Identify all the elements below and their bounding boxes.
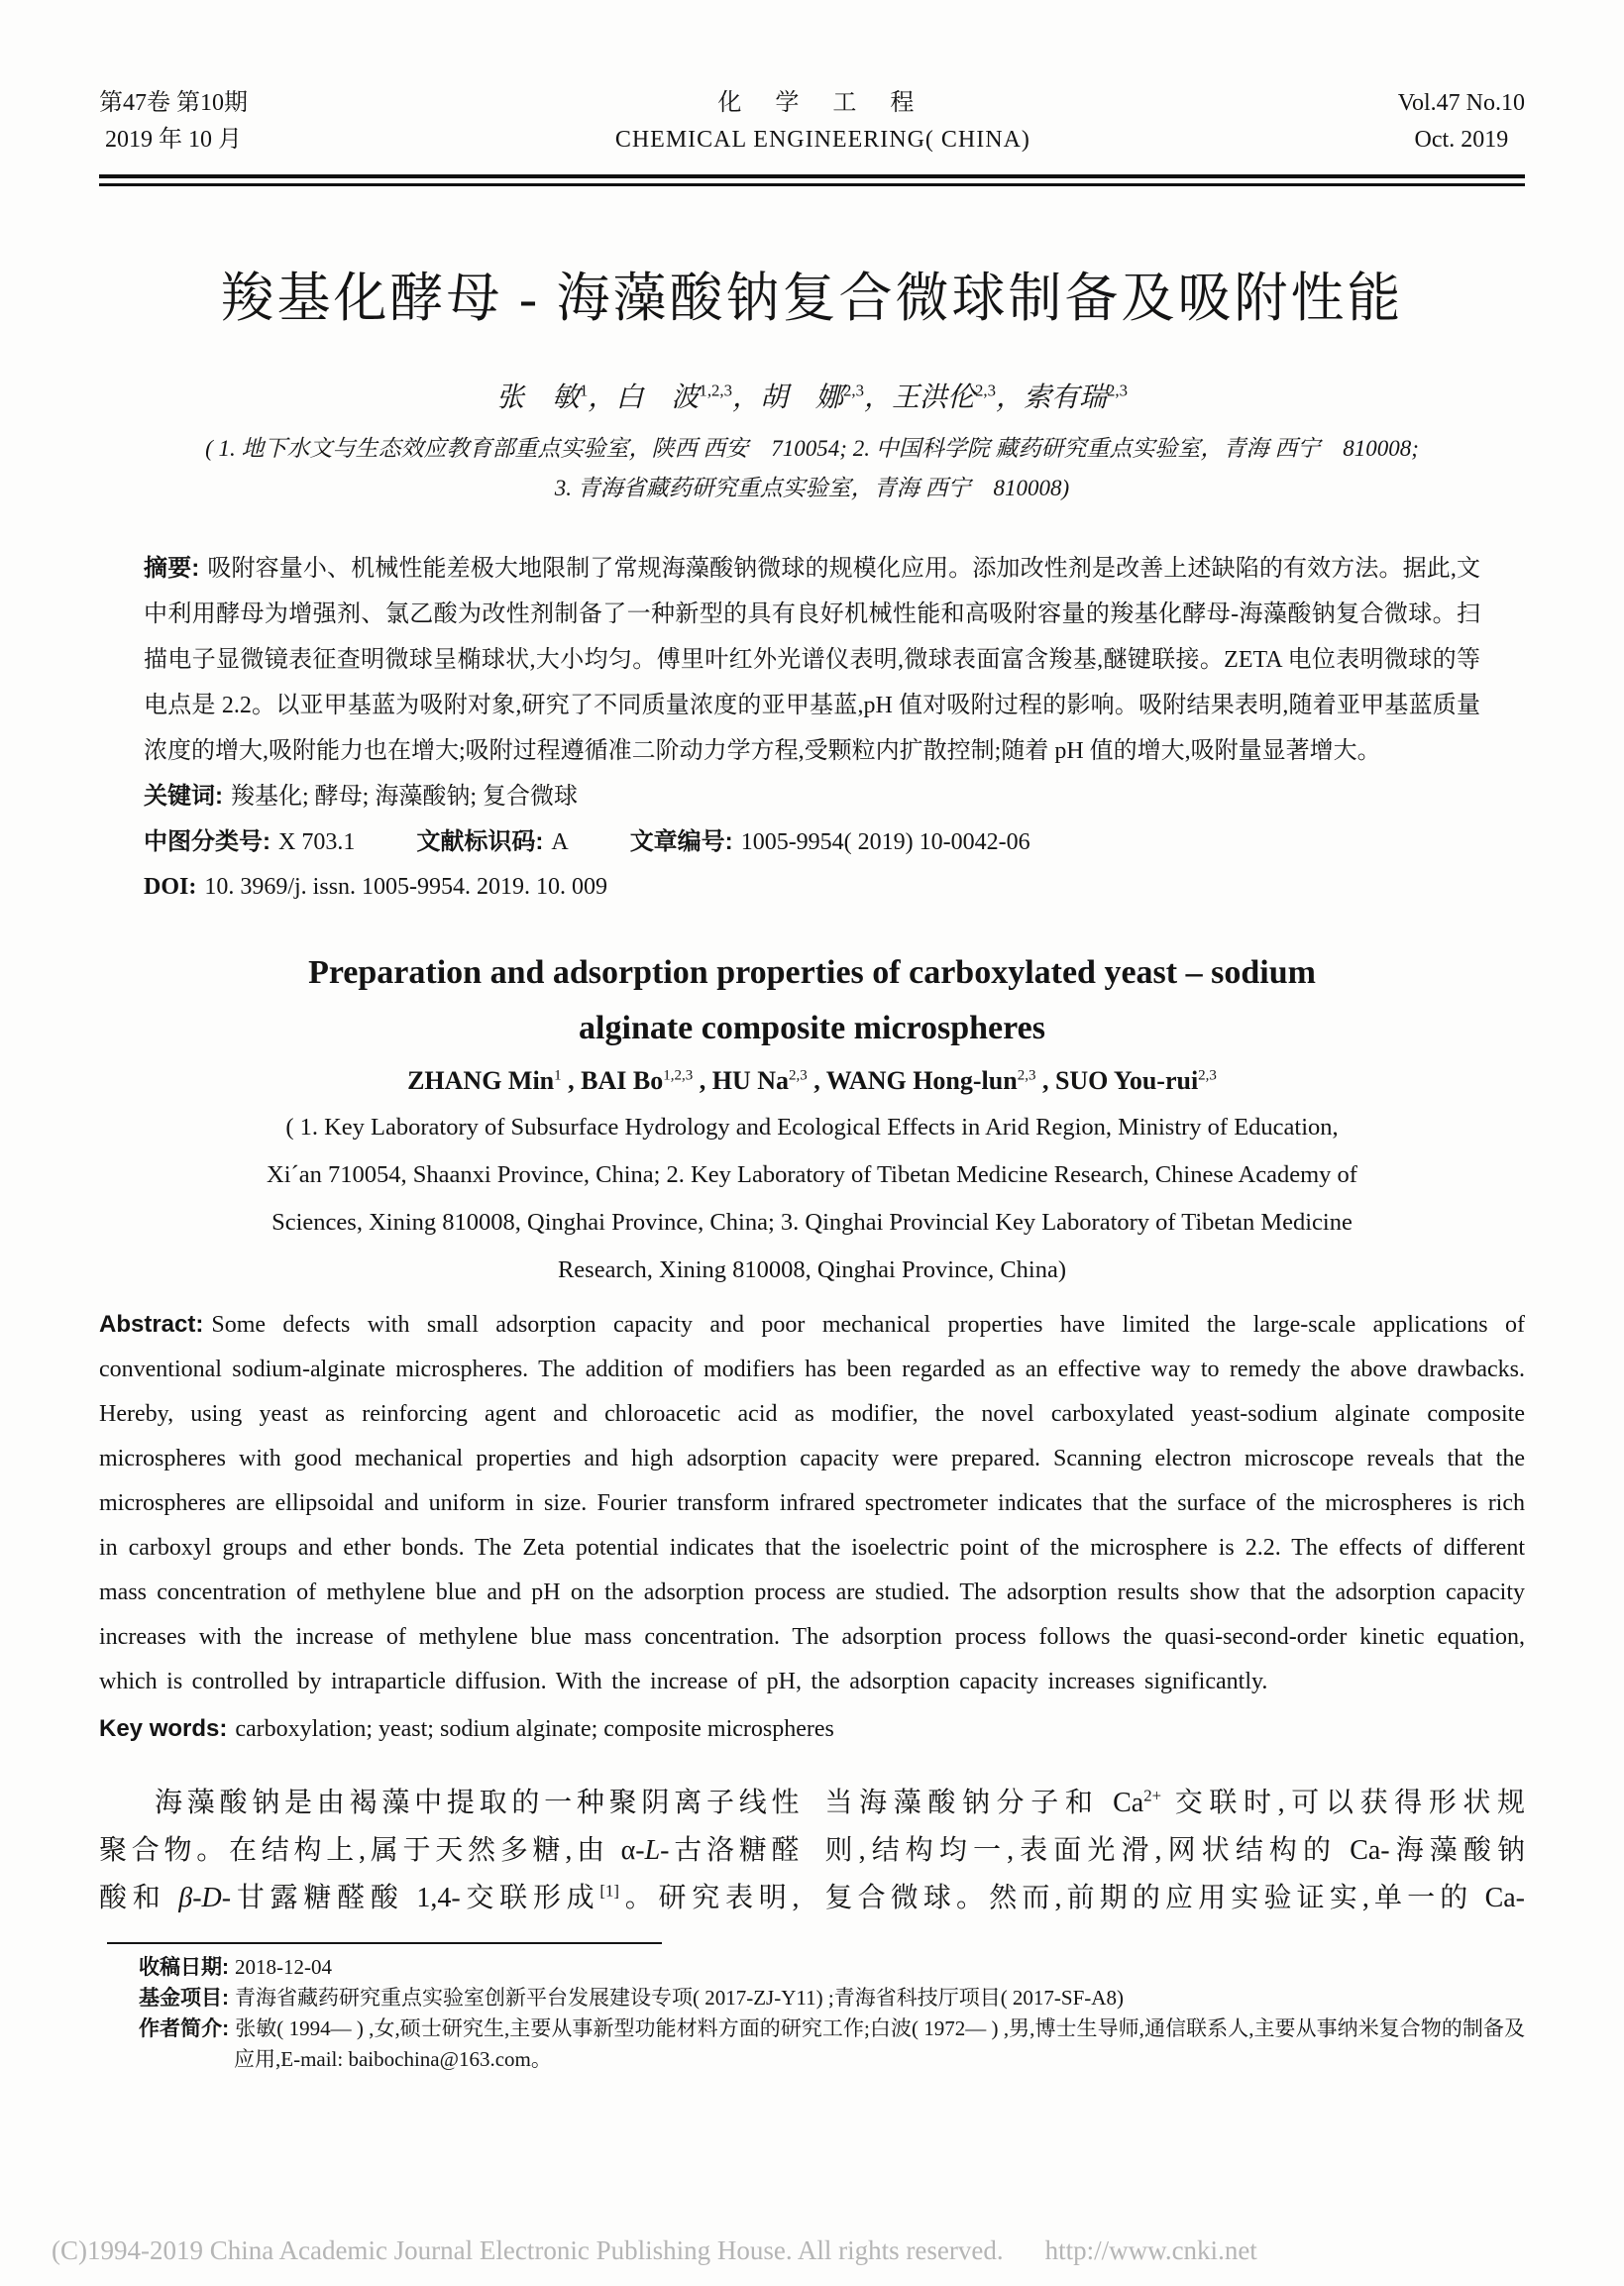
doc-code-label: 文献标识码: [416,828,544,855]
doi-label: DOI: [144,874,197,900]
abstract-en [99,1302,1525,1704]
left-column [99,1780,800,1922]
header-double-rule [99,174,1525,186]
received-text: 2018-12-04 [235,1955,332,1979]
body-line: 酸和 β-D-甘露糖醛酸 1,4-交联形成[1]。研究表明, [99,1881,800,1913]
date-cn: 2019 年 10 月 [105,127,242,153]
abstract-text-en: Some defects with small adsorption capacity and poor mechanical properties have limited the large-scale applications of conventional sodium-alginate microspheres. The addition of modifiers has been regarded as an effective way to remedy the above drawbacks. Hereby, using yeast as reinforcing agent and chloroacetic acid as modifier, the novel carboxylated yeast-sodium alginate composite microspheres with good mechanical properties and high adsorption capacity were prepared. Scanning electron microscope reveals that the microspheres are ellipsoidal and uniform in size. Fourier transform infrared spectrometer indicates that the surface of the microspheres is rich in carboxyl groups and ether bonds. The Zeta potential indicates that the isoelectric point of the microsphere is 2.2. The effects of different mass concentration of methylene blue and pH on the adsorption process are studied. The adsorption results show that the adsorption capacity increases with the increase of methylene blue mass concentration. The adsorption process follows the quasi-second-order kinetic equation, which is controlled by intraparticle diffusion. With the increase of pH, the adsorption capacity increases significantly. [99,1312,1525,1694]
header-right [1398,85,1525,159]
cnki-url: http://www.cnki.net [1044,2235,1257,2265]
article-title-en [99,945,1525,1056]
doc-code-item [416,819,568,865]
doi-row [144,865,1480,910]
affiliation-en-line: ( 1. Key Laboratory of Subsurface Hydrology and Ecological Effects in Arid Region, Ministry of Education, [285,1114,1339,1141]
fund-label: 基金项目: [139,1987,229,2010]
body-line: 海藻酸钠是由褐藻中提取的一种聚阴离子线性 [155,1788,800,1818]
article-title-en-line: Preparation and adsorption properties of carboxylated yeast – sodium [308,954,1316,991]
classification-row [144,819,1480,865]
bio-text: 张敏( 1994— ) ,女,硕士研究生,主要从事新型功能材料方面的研究工作;白波( 1972— ) ,男,博士生导师,通信联系人,主要从事纳米复合物的制备及应用,E-mail: baibochina@163.com。 [234,2016,1525,2071]
affiliations-cn [99,429,1525,508]
body-line: 聚合物。在结构上,属于天然多糖,由 α-L-古洛糖醛 [99,1835,800,1866]
abstract-label-en: Abstract: [99,1311,204,1338]
keywords-label-en: Key words: [99,1715,228,1742]
affiliation-en-line: Research, Xining 810008, Qinghai Province, China) [557,1256,1067,1283]
volume-issue-cn: 第47卷 第10期 [99,90,248,116]
journal-title-en: CHEMICAL ENGINEERING( CHINA) [614,127,1030,153]
body-line: 复合微球。然而,前期的应用实验证实,单一的 Ca- [824,1883,1525,1913]
copyright-text: (C)1994-2019 China Academic Journal Electronic Publishing House. All rights reserved. [52,2235,1004,2265]
footnote-bio [139,2014,1525,2075]
affiliation-en-line: Xi´an 710054, Shaanxi Province, China; 2. Key Laboratory of Tibetan Medicine Research, Chinese Academy of [267,1161,1357,1188]
abstract-text-cn: 吸附容量小、机械性能差极大地限制了常规海藻酸钠微球的规模化应用。添加改性剂是改善上述缺陷的有效方法。据此,文中利用酵母为增强剂、氯乙酸为改性剂制备了一种新型的具有良好机械性能和高吸附容量的羧基化酵母-海藻酸钠复合微球。扫描电子显微镜表征查明微球呈椭球状,大小均匀。傅里叶红外光谱仪表明,微球表面富含羧基,醚键联接。ZETA 电位表明微球的等电点是 2.2。以亚甲基蓝为吸附对象,研究了不同质量浓度的亚甲基蓝,pH 值对吸附过程的影响。吸附结果表明,随着亚甲基蓝质量浓度的增大,吸附能力也在增大;吸附过程遵循准二阶动力学方程,受颗粒内扩散控制;随着 pH 值的增大,吸附量显著增大。 [144,556,1480,764]
keywords-en [99,1706,1525,1752]
clc-label: 中图分类号: [144,828,271,855]
right-column [825,1780,1526,1922]
copyright-watermark [52,2235,1257,2266]
abstract-label-cn: 摘要: [144,555,200,582]
abstract-cn [144,546,1480,774]
affiliations-en [99,1104,1525,1294]
bio-label: 作者简介: [139,2017,230,2040]
journal-title-cn: 化 学 工 程 [717,90,928,116]
affiliation-en-line: Sciences, Xining 810008, Qinghai Province, China; 3. Qinghai Provincial Key Laboratory of Tibetan Medicine [271,1209,1353,1236]
date-en: Oct. 2019 [1414,127,1509,153]
header-left [99,85,248,159]
fund-text: 青海省藏药研究重点实验室创新平台发展建设专项( 2017-ZJ-Y11) ;青海省科技厅项目( 2017-SF-A8) [235,1986,1124,2010]
keywords-label-cn: 关键词: [144,783,223,810]
footnote-received [139,1952,1525,1983]
journal-header [99,85,1525,159]
doc-code-value: A [551,829,569,855]
doi-value: 10. 3969/j. issn. 1005-9954. 2019. 10. 009 [204,874,608,900]
header-center [615,85,1030,159]
article-title-en-line: alginate composite microspheres [579,1010,1045,1046]
footnote-fund [139,1983,1525,2014]
article-title-cn: 羧基化酵母 - 海藻酸钠复合微球制备及吸附性能 [220,269,1404,328]
affiliation-cn-line: ( 1. 地下水文与生态效应教育部重点实验室，陕西 西安 710054; 2. 中国科学院 藏药研究重点实验室，青海 西宁 810008; [205,436,1419,461]
authors-en: ZHANG Min$^1$ , BAI Bo$^{1,2,3}$ , HU Na$^{2,3}$ , WANG Hong-lun$^{2,3}$ , SUO You-rui$^{2,3}$ [407,1066,1217,1095]
received-label: 收稿日期: [139,1956,229,1979]
article-no-label: 文章编号: [629,828,733,855]
article-no-item [630,819,1030,865]
authors-cn: 张 敏$^1$，白 波$^{1,2,3}$，胡 娜$^{2,3}$，王洪伦$^{2,3}$，索有瑞$^{2,3}$ [496,381,1128,413]
body-columns [99,1780,1525,1922]
abstract-block-cn [144,546,1480,910]
footnotes [139,1952,1525,2075]
body-line: 当海藻酸钠分子和 $Ca^{2+}$ 交联时,可以获得形状规 [824,1786,1525,1818]
clc-value: X 703.1 [278,829,356,855]
footnote-rule [107,1942,662,1944]
keywords-cn [144,774,1480,819]
keywords-text-cn: 羧基化; 酵母; 海藻酸钠; 复合微球 [231,784,579,810]
clc-item [144,819,355,865]
volume-issue-en: Vol.47 No.10 [1397,90,1525,116]
body-line: 则,结构均一,表面光滑,网状结构的 Ca-海藻酸钠 [824,1835,1525,1866]
affiliation-cn-line: 3. 青海省藏药研究重点实验室，青海 西宁 810008) [554,476,1070,500]
keywords-text-en: carboxylation; yeast; sodium alginate; composite microspheres [235,1716,834,1742]
article-no-value: 1005-9954( 2019) 10-0042-06 [740,829,1030,855]
